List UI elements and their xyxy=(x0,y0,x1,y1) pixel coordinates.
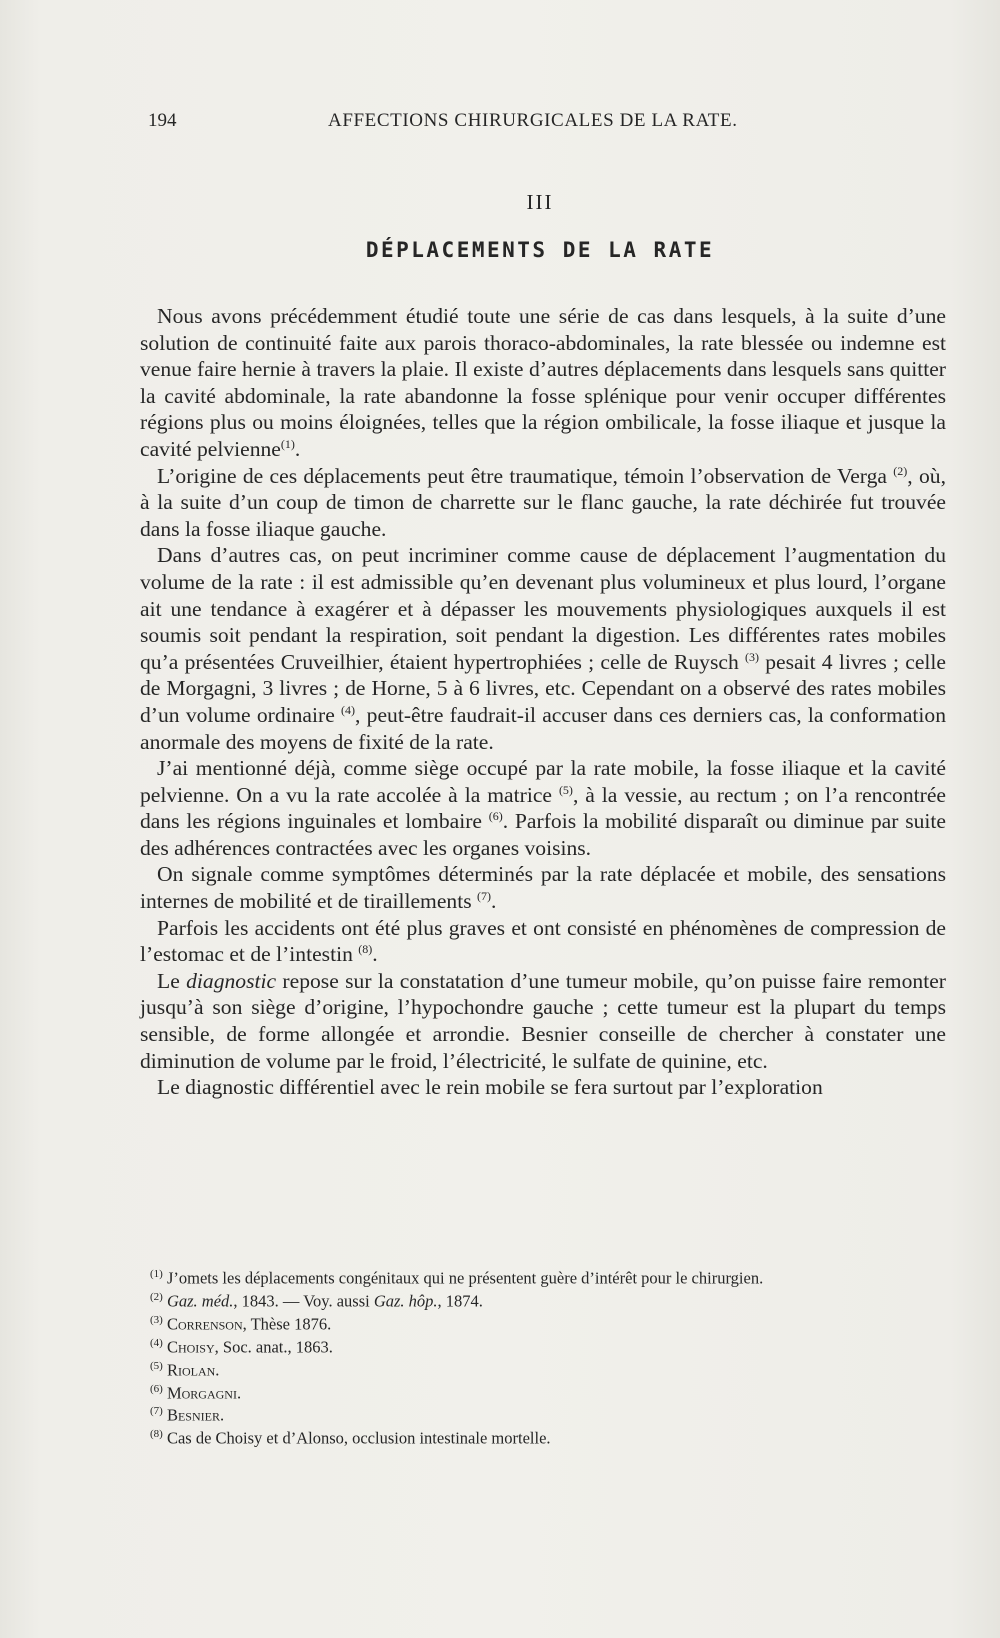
section-title: DÉPLACEMENTS DE LA RATE xyxy=(365,238,715,262)
footnote xyxy=(150,1334,946,1357)
footnote xyxy=(150,1311,946,1334)
footnote-text: , 1874. xyxy=(437,1291,483,1311)
footnote-number: (5) xyxy=(150,1359,163,1372)
footnote xyxy=(150,1357,946,1380)
paragraph-text: Nous avons précédemment étudié toute une série de cas dans lesquels, à la suite d’une solution de continuité faite aux parois thoraco-abdominales, la rate blessée ou indemne est venue faire hernie à travers la plaie. Il existe d’autres déplacements dans lesquels sans quitter la cavité abdominale, la rate abandonne la fosse splénique pour venir occuper différentes régions plus ou moins éloignées, telles que la région ombilicale, la fosse iliaque et jusque la cavité pelvienne xyxy=(140,304,946,461)
footnote-number: (4) xyxy=(150,1336,163,1349)
emphasis: diagnostic xyxy=(186,968,277,993)
paragraph-text: Dans d’autres cas, on peut incriminer comme cause de déplacement l’augmentation du volume de la rate : il est admissible qu’en devenant plus volumineux et plus lourd, l’organe ait une tendance à exagérer et à dépasser les mouvements physiologiques auxquels il est soumis soit pendant la respiration, soit pendant la digestion. Les différentes rates mobiles qu’a présentées Cruveilhier, étaient hypertrophiées ; celle de Ruysch xyxy=(140,543,946,674)
paragraph xyxy=(140,861,946,914)
paragraph-text: . xyxy=(491,889,497,914)
section-number: III xyxy=(526,190,554,214)
paragraph xyxy=(140,463,946,543)
footnote-text: Cas de Choisy et d’Alonso, occlusion intestinale mortelle. xyxy=(166,1428,551,1448)
footnote-author: Morgagni xyxy=(166,1383,237,1403)
paragraph-text: . Parfois la mobilité disparaît ou diminue par suite des adhérences contractées avec les organes voisins. xyxy=(140,809,946,860)
footnote xyxy=(150,1402,946,1425)
paragraph-text: Le xyxy=(157,968,187,993)
footnote-ref: (6) xyxy=(488,809,503,824)
footnote-source: Gaz. hôp. xyxy=(373,1291,438,1311)
paragraph xyxy=(140,1074,946,1101)
footnote-ref: (7) xyxy=(477,888,492,903)
page-header xyxy=(148,110,798,140)
paragraph-text: Parfois les accidents ont été plus graves et ont consisté en phénomènes de compression de l’estomac et de l’intestin xyxy=(140,915,946,967)
footnote-text: . xyxy=(236,1383,242,1403)
footnote xyxy=(150,1288,946,1311)
footnote xyxy=(150,1380,946,1403)
paragraph-text: repose sur la constatation d’une tumeur mobile, qu’on puisse faire remonter jusqu’à son siège d’origine, l’hypochondre gauche ; cette tumeur est la plupart du temps sensible, de forme allongée et arrondie. Besnier conseille de chercher à constater une diminution de volume par le froid, l’électricité, le sulfate de quinine, etc. xyxy=(140,968,946,1073)
footnote-author: Correnson xyxy=(166,1314,243,1334)
running-title: AFFECTIONS CHIRURGICALES DE LA RATE. xyxy=(328,110,738,131)
footnote-author: Choisy xyxy=(166,1337,215,1357)
paragraph-text: Le diagnostic différentiel avec le rein mobile se fera surtout par l’exploration xyxy=(157,1075,823,1100)
footnote-author: Besnier xyxy=(166,1405,220,1425)
body-text xyxy=(140,303,946,1101)
paragraph-text: , peut-être faudrait-il accuser dans ces derniers cas, la conformation anormale des moyens de fixité de la rate. xyxy=(140,702,946,754)
paragraph-text: pesait 4 livres ; celle de Morgagni, 3 livres ; de Horne, 5 à 6 livres, etc. Cependant on a observé des rates mobiles d’un volume ordinaire xyxy=(140,649,946,727)
footnote-text: . xyxy=(219,1405,225,1425)
page-number: 194 xyxy=(148,110,177,131)
footnote-source: Gaz. méd. xyxy=(166,1291,234,1311)
footnote-ref: (3) xyxy=(744,649,759,664)
footnote-ref: (4) xyxy=(341,702,356,717)
footnote-ref: (2) xyxy=(893,463,908,478)
paragraph-text: L’origine de ces déplacements peut être traumatique, témoin l’observation de Verga xyxy=(157,463,887,488)
paragraph xyxy=(140,542,946,755)
paragraph-text: . xyxy=(372,942,378,967)
footnote-text: , Thèse 1876. xyxy=(242,1314,332,1334)
footnote xyxy=(150,1425,946,1448)
footnote-number: (3) xyxy=(150,1313,163,1326)
footnote-author: Riolan xyxy=(166,1360,216,1380)
footnote-number: (1) xyxy=(150,1268,163,1280)
paragraph xyxy=(140,915,946,968)
footnotes xyxy=(150,1265,946,1448)
footnote-number: (6) xyxy=(150,1382,163,1395)
paragraph-text: . xyxy=(294,436,301,461)
paragraph-text: , où, à la suite d’un coup de timon de charrette sur le flanc gauche, la rate déchirée fut trouvée dans la fosse iliaque gauche. xyxy=(140,463,946,541)
paragraph xyxy=(140,303,946,463)
footnote-number: (8) xyxy=(150,1428,163,1441)
footnote-text: . xyxy=(215,1360,220,1380)
paragraph xyxy=(140,755,946,861)
footnote-number: (7) xyxy=(150,1405,163,1418)
paragraph-text: , à la vessie, au rectum ; on l’a rencontrée dans les régions inguinales et lombaire xyxy=(140,782,946,834)
paragraph-text: J’ai mentionné déjà, comme siège occupé par la rate mobile, la fosse iliaque et la cavité pelvienne. On a vu la rate accolée à la matrice xyxy=(140,756,946,807)
footnote-ref: (5) xyxy=(558,782,573,797)
footnote-ref: (1) xyxy=(280,436,295,451)
footnote-text: J’omets les déplacements congénitaux qui ne présentent guère d’intérêt pour le chirurgien. xyxy=(166,1268,764,1288)
footnote xyxy=(150,1265,946,1288)
footnote-text: , Soc. anat., 1863. xyxy=(214,1337,333,1357)
footnote-ref: (8) xyxy=(358,942,373,957)
paragraph-text: On signale comme symptômes déterminés par la rate déplacée et mobile, des sensations internes de mobilité et de tiraillements xyxy=(140,862,946,914)
footnote-number: (2) xyxy=(150,1290,163,1303)
footnote-text: , 1843. — Voy. aussi xyxy=(233,1291,374,1311)
paragraph xyxy=(140,968,946,1074)
